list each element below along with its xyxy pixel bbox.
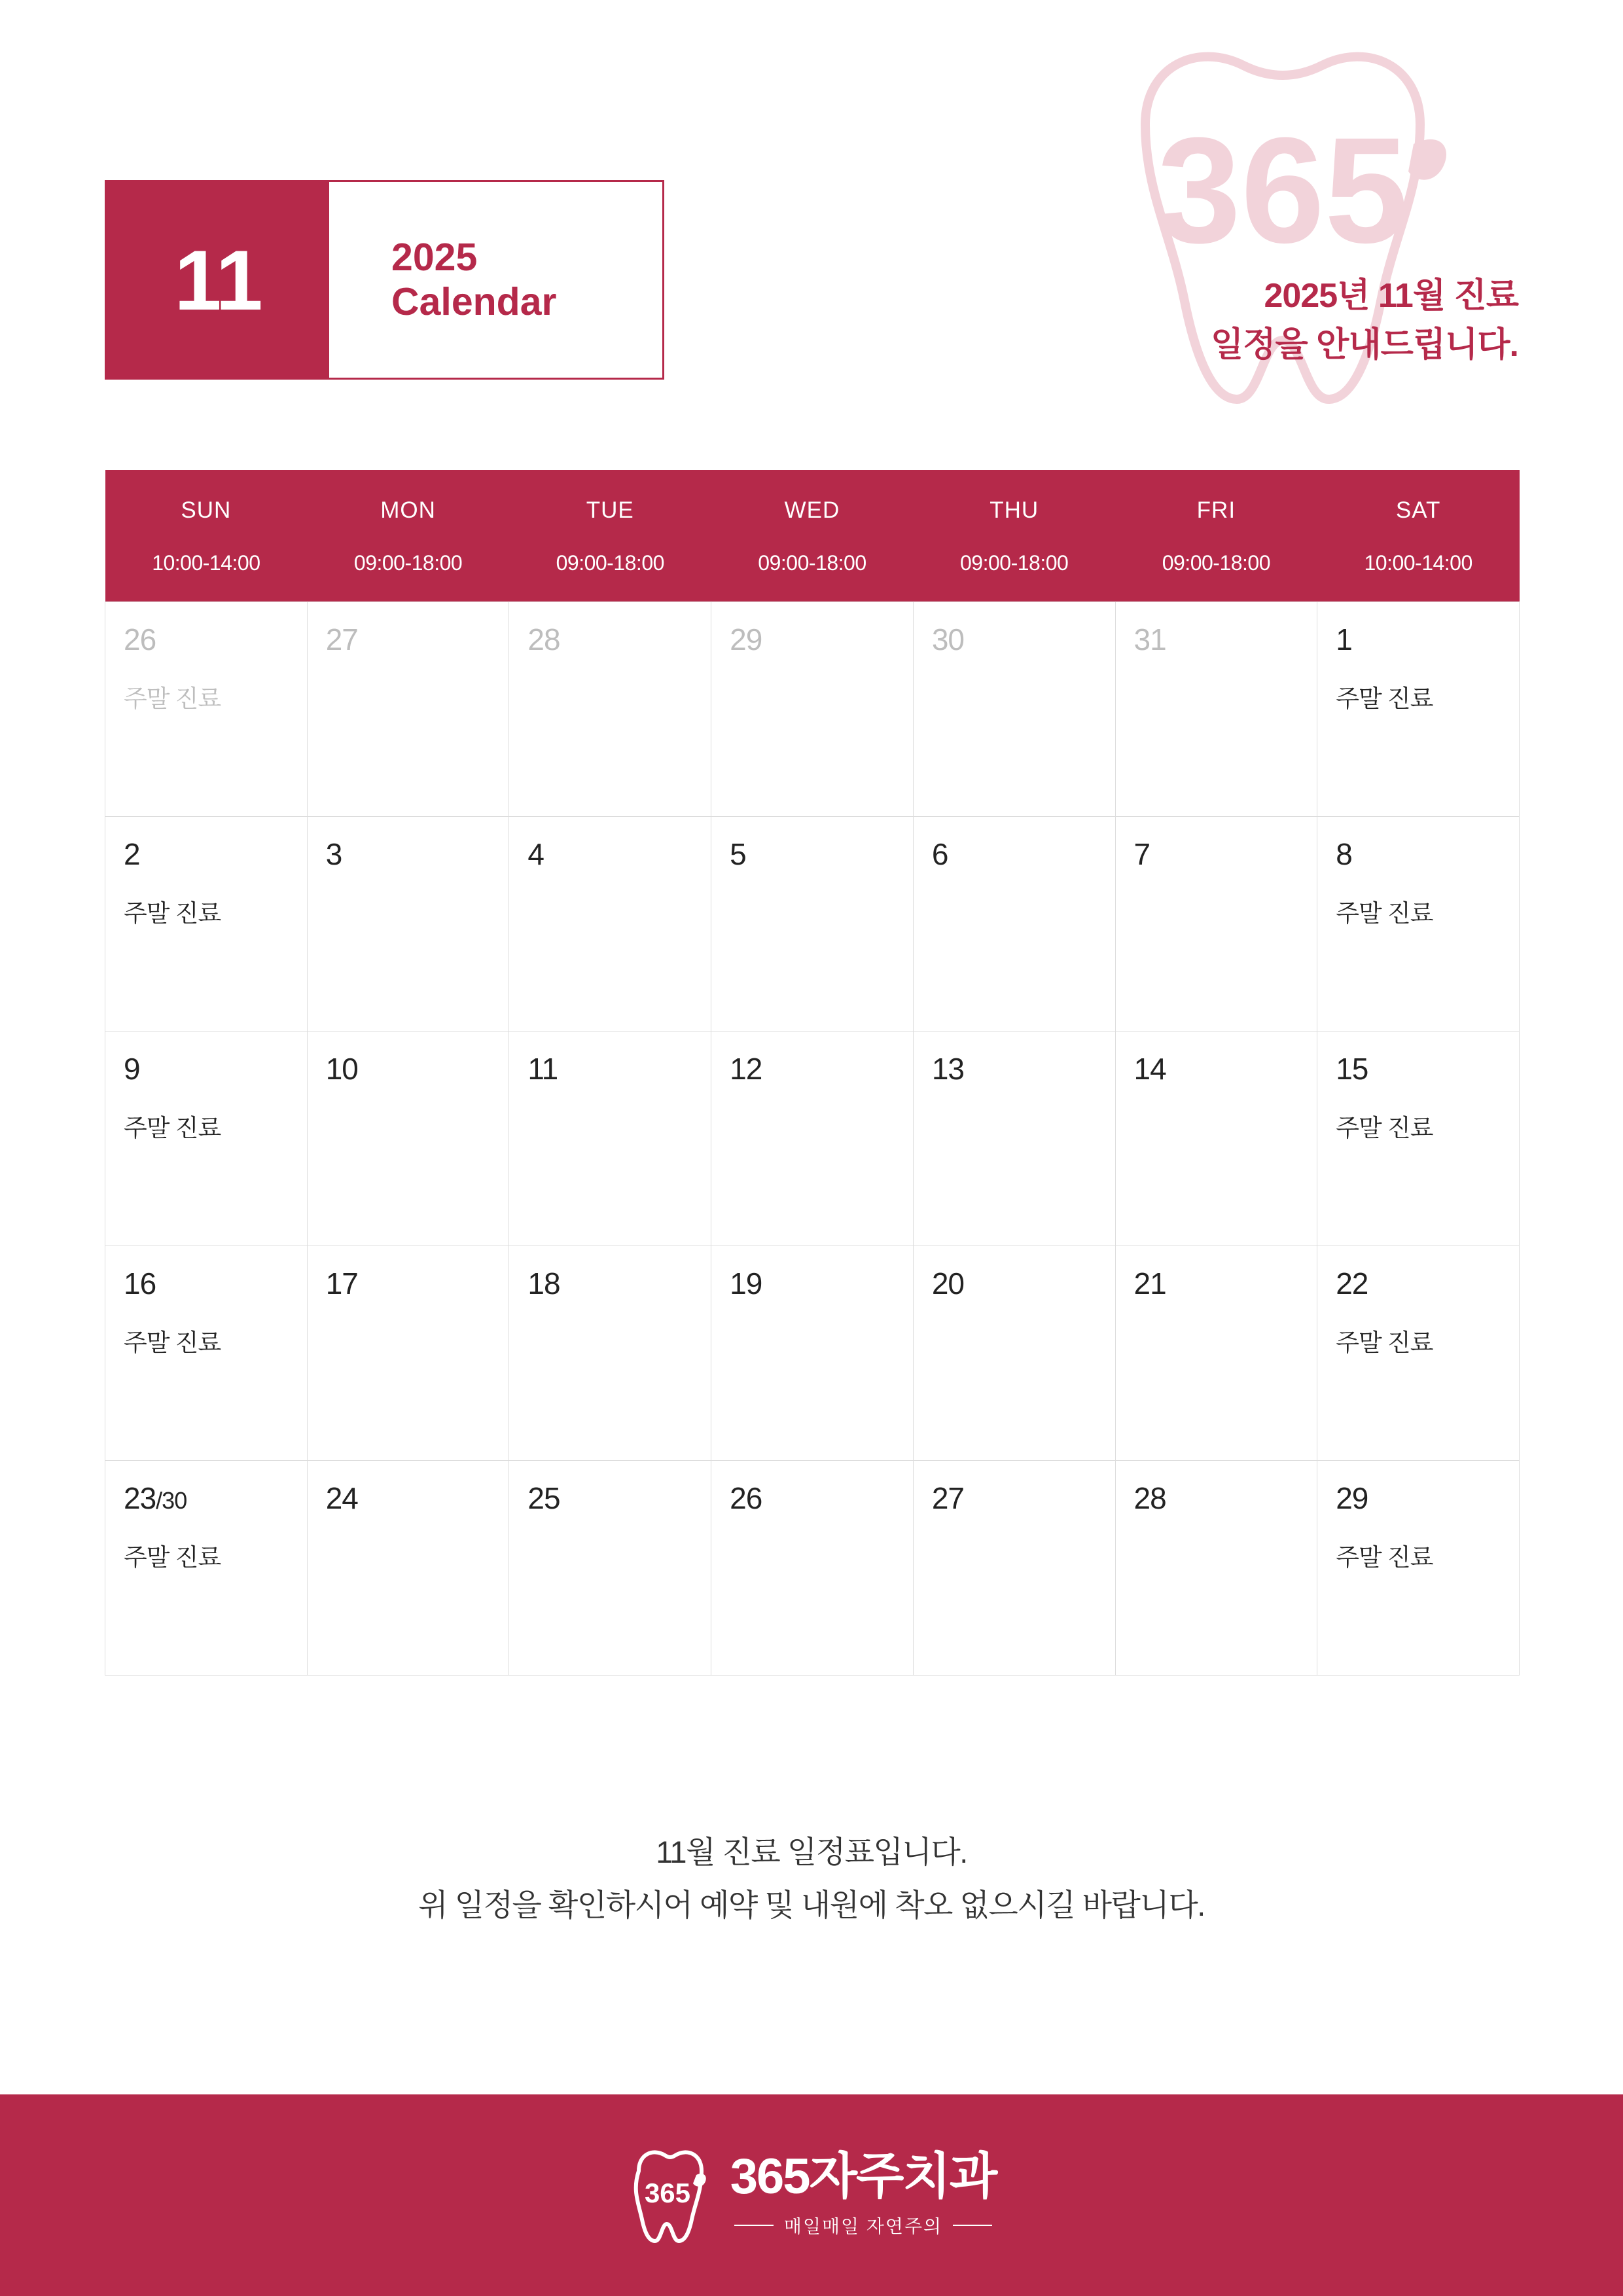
calendar-day-cell[interactable] xyxy=(307,1246,509,1461)
day-number: 31 xyxy=(1133,622,1166,656)
day-number: 9 xyxy=(124,1052,140,1086)
calendar-body xyxy=(105,602,1520,1676)
calendar-day-cell[interactable] xyxy=(711,602,914,817)
day-note: 주말 진료 xyxy=(124,900,221,927)
brand-name: 365자주치과 xyxy=(730,2149,997,2204)
calendar-day-cell[interactable] xyxy=(711,1031,914,1246)
day-number: 22 xyxy=(1336,1266,1368,1300)
day-number: 30 xyxy=(931,622,964,656)
tagline-text: 매일매일 자연주의 xyxy=(783,2216,943,2236)
day-number: 15 xyxy=(1336,1052,1368,1086)
day-note: 주말 진료 xyxy=(124,1329,221,1357)
column-day-name: FRI xyxy=(1196,497,1236,523)
footer-bar xyxy=(0,2094,1623,2296)
headline-line-1: 2025년 11월 진료 xyxy=(1264,277,1518,315)
calendar-day-cell[interactable] xyxy=(1115,1031,1317,1246)
calendar-week-row xyxy=(105,602,1520,817)
day-number: 27 xyxy=(931,1481,964,1515)
calendar-day-cell[interactable] xyxy=(913,602,1115,817)
calendar-day-cell[interactable] xyxy=(1317,1246,1520,1461)
column-day-name: SUN xyxy=(181,497,232,523)
day-number: 24 xyxy=(325,1481,358,1515)
calendar-day-cell[interactable] xyxy=(105,817,308,1031)
headline-line-2: 일정을 안내드립니다. xyxy=(1211,326,1518,365)
calendar-day-cell[interactable] xyxy=(1115,602,1317,817)
column-hours: 09:00-18:00 xyxy=(556,551,664,575)
column-header-wrap xyxy=(509,470,711,601)
day-note: 주말 진료 xyxy=(124,1544,221,1571)
calendar-day-cell[interactable] xyxy=(509,817,711,1031)
column-hours: 09:00-18:00 xyxy=(960,551,1069,575)
calendar-week-row xyxy=(105,1461,1520,1676)
day-number: 13 xyxy=(931,1052,964,1086)
day-number: 17 xyxy=(325,1266,358,1300)
header-year: 2025 xyxy=(391,236,478,279)
column-day-name: TUE xyxy=(586,497,634,523)
calendar-header xyxy=(105,180,664,380)
tagline-rule-left xyxy=(734,2225,774,2226)
calendar-column-sun xyxy=(105,470,308,602)
column-hours: 09:00-18:00 xyxy=(353,551,463,575)
calendar-header-row xyxy=(105,470,1520,602)
day-number: 25 xyxy=(527,1481,560,1515)
column-day-name: THU xyxy=(990,497,1039,523)
watermark-tooth-logo xyxy=(1047,26,1518,432)
day-number: 1 xyxy=(1336,622,1352,656)
day-number: 19 xyxy=(730,1266,762,1300)
headline xyxy=(1211,272,1518,370)
calendar-day-cell[interactable] xyxy=(1317,817,1520,1031)
day-number: 27 xyxy=(325,622,358,656)
day-note: 주말 진료 xyxy=(124,1115,221,1142)
day-number: 26 xyxy=(124,622,156,656)
day-note: 주말 진료 xyxy=(1336,1329,1433,1357)
header-title-block xyxy=(329,182,662,378)
calendar-column-tue xyxy=(509,470,711,602)
calendar-table xyxy=(105,470,1520,1676)
calendar-column-thu xyxy=(913,470,1115,602)
column-header-wrap xyxy=(307,470,509,601)
calendar-column-mon xyxy=(307,470,509,602)
day-number: 3 xyxy=(325,837,342,871)
calendar-day-cell[interactable] xyxy=(509,1246,711,1461)
column-hours: 10:00-14:00 xyxy=(152,551,260,575)
calendar-day-cell[interactable] xyxy=(307,1031,509,1246)
day-note: 주말 진료 xyxy=(124,685,221,713)
day-number: 18 xyxy=(527,1266,560,1300)
day-number: 8 xyxy=(1336,837,1352,871)
column-hours: 09:00-18:00 xyxy=(1162,551,1271,575)
day-number: 26 xyxy=(730,1481,762,1515)
calendar-day-cell[interactable] xyxy=(105,602,308,817)
day-number: 6 xyxy=(931,837,948,871)
column-header-wrap xyxy=(913,470,1115,601)
calendar-day-cell[interactable] xyxy=(105,1246,308,1461)
calendar-column-fri xyxy=(1115,470,1317,602)
calendar-day-cell[interactable] xyxy=(509,602,711,817)
day-number: 5 xyxy=(730,837,746,871)
calendar-day-cell[interactable] xyxy=(509,1461,711,1676)
day-number: 4 xyxy=(527,837,544,871)
day-number: 29 xyxy=(1336,1481,1368,1515)
day-note: 주말 진료 xyxy=(1336,685,1433,713)
column-header-wrap xyxy=(105,470,308,601)
day-number: 28 xyxy=(1133,1481,1166,1515)
column-header-wrap xyxy=(1317,470,1520,601)
day-number: 23/30 xyxy=(124,1481,187,1515)
day-number: 14 xyxy=(1133,1052,1166,1086)
calendar-day-cell[interactable] xyxy=(307,817,509,1031)
note-line-2: 위 일정을 확인하시어 예약 및 내원에 착오 없으시길 바랍니다. xyxy=(418,1887,1205,1922)
day-number: 29 xyxy=(730,622,762,656)
calendar-column-sat xyxy=(1317,470,1520,602)
day-note: 주말 진료 xyxy=(1336,900,1433,927)
brand-text-block xyxy=(730,2149,997,2238)
calendar-day-cell[interactable] xyxy=(913,817,1115,1031)
calendar-column-wed xyxy=(711,470,914,602)
day-number: 21 xyxy=(1133,1266,1166,1300)
day-note: 주말 진료 xyxy=(1336,1115,1433,1142)
day-number: 16 xyxy=(124,1266,156,1300)
column-day-name: MON xyxy=(380,497,436,523)
calendar-day-cell[interactable] xyxy=(105,1461,308,1676)
calendar-day-cell[interactable] xyxy=(307,602,509,817)
calendar-day-cell[interactable] xyxy=(307,1461,509,1676)
brand-lockup xyxy=(627,2146,996,2244)
calendar-day-cell[interactable] xyxy=(1115,1246,1317,1461)
day-number: 20 xyxy=(931,1266,964,1300)
calendar-day-cell[interactable] xyxy=(913,1246,1115,1461)
calendar-week-row xyxy=(105,1246,1520,1461)
calendar-day-cell[interactable] xyxy=(711,817,914,1031)
svg-text:365: 365 xyxy=(1157,106,1408,274)
header-month-number: 11 xyxy=(107,182,329,378)
calendar-week-row xyxy=(105,817,1520,1031)
header-calendar-label: Calendar xyxy=(391,279,557,323)
tooth-365-icon xyxy=(627,2146,713,2244)
day-number: 7 xyxy=(1133,837,1150,871)
column-header-wrap xyxy=(711,470,914,601)
calendar-day-cell[interactable] xyxy=(1317,1461,1520,1676)
day-number: 28 xyxy=(527,622,560,656)
calendar-day-cell[interactable] xyxy=(711,1246,914,1461)
calendar-day-cell[interactable] xyxy=(711,1461,914,1676)
schedule-note xyxy=(0,1826,1623,1932)
calendar-day-cell[interactable] xyxy=(913,1461,1115,1676)
calendar-day-cell[interactable] xyxy=(105,1031,308,1246)
day-note: 주말 진료 xyxy=(1336,1544,1433,1571)
day-number: 10 xyxy=(325,1052,358,1086)
calendar-day-cell[interactable] xyxy=(509,1031,711,1246)
column-header-wrap xyxy=(1115,470,1317,601)
calendar-day-cell[interactable] xyxy=(1317,1031,1520,1246)
calendar-day-cell[interactable] xyxy=(1115,1461,1317,1676)
day-number: 11 xyxy=(527,1052,558,1086)
calendar-day-cell[interactable] xyxy=(1317,602,1520,817)
column-hours: 09:00-18:00 xyxy=(758,551,866,575)
calendar-week-row xyxy=(105,1031,1520,1246)
note-line-1: 11월 진료 일정표입니다. xyxy=(656,1835,967,1869)
calendar-day-cell[interactable] xyxy=(1115,817,1317,1031)
column-hours: 10:00-14:00 xyxy=(1364,551,1472,575)
column-day-name: WED xyxy=(784,497,840,523)
column-day-name: SAT xyxy=(1395,497,1441,523)
tagline-rule-right xyxy=(953,2225,992,2226)
day-number: 2 xyxy=(124,837,140,871)
svg-text:365: 365 xyxy=(644,2178,690,2208)
brand-tagline xyxy=(734,2212,992,2238)
calendar-day-cell[interactable] xyxy=(913,1031,1115,1246)
day-number: 12 xyxy=(730,1052,762,1086)
